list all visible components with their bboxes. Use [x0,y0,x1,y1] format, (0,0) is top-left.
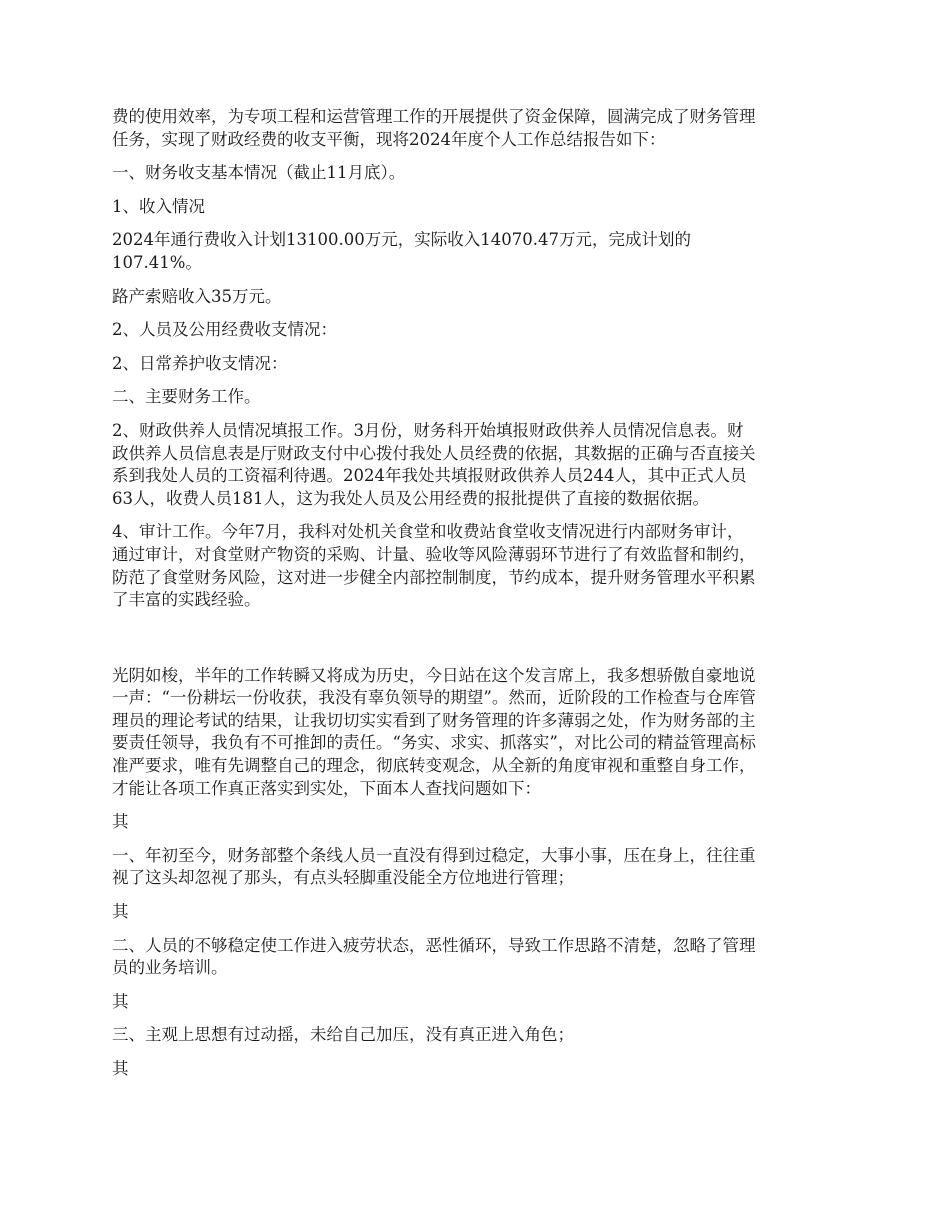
text-line: 4、审计工作。今年7月，我科对处机关食堂和收费站食堂收支情况进行内部财务审计， [112,522,744,542]
text-line: 通过审计，对食堂财产物资的采购、计量、验收等风险薄弱环节进行了有效监督和制约， [112,544,756,564]
section-1-paragraph [112,162,842,185]
section-1-paragraph [112,521,842,611]
text-line: 其 [112,1059,129,1078]
text-line: 三、主观上思想有过动摇，未给自己加压，没有真正进入角色； [112,1025,574,1045]
text-line: 要责任领导，我负有不可推卸的责任。“务实、求实、抓落实”，对比公司的精益管理高标 [112,733,756,753]
text-line: 63人，收费人员181人，这为我处人员及公用经费的报批提供了直接的数据依据。 [112,488,709,508]
text-line: 二、主要财务工作。 [112,387,261,407]
text-line: 理员的理论考试的结果，让我切切实实看到了财务管理的许多薄弱之处，作为财务部的主 [112,710,756,730]
text-line: 其 [112,991,129,1011]
text-line: 其 [112,812,129,832]
section-1-paragraph [112,106,842,151]
text-line: 光阴如梭，半年的工作转瞬又将成为历史，今日站在这个发言席上，我多想骄傲自豪地说 [112,665,756,685]
section-2-paragraph [112,665,842,801]
text-line: 1、收入情况 [112,196,205,216]
text-line: 一、年初至今，财务部整个条线人员一直没有得到过稳定，大事小事，压在身上，往往重 [112,845,756,865]
section-1-paragraph [112,386,842,409]
text-line: 才能让各项工作真正落实到实处，下面本人查找问题如下： [112,778,541,798]
section-1-paragraph [112,286,842,309]
document-page [112,106,842,1092]
text-line: 107.41%。 [112,252,202,272]
text-line: 员的业务培训。 [112,958,228,978]
text-line: 2、日常养护收支情况： [112,353,288,373]
section-2-paragraph [112,991,842,1014]
text-line: 路产索赔收入35万元。 [112,286,282,306]
text-line: 其 [112,902,129,922]
section-1-paragraph [112,420,842,510]
section-2-paragraph [112,901,842,924]
section-2-paragraph [112,1058,842,1081]
text-line: 一、财务收支基本情况（截止11月底）。 [112,163,406,183]
section-1-paragraph [112,353,842,376]
section-2-paragraph [112,935,842,980]
text-line: 系到我处人员的工资福利待遇。2024年我处共填报财政供养人员244人，其中正式人员 [112,466,747,486]
text-line: 准严要求，唯有先调整自己的理念，彻底转变观念，从全新的角度审视和重整自身工作， [112,756,756,776]
text-line: 政供养人员信息表是厅财政支付中心拨付我处人员经费的依据，其数据的正确与否直接关 [112,443,756,463]
section-2-paragraph [112,811,842,834]
text-line: 二、人员的不够稳定使工作进入疲劳状态，恶性循环，导致工作思路不清楚，忽略了管理 [112,935,756,955]
text-line: 2、财政供养人员情况填报工作。3月份，财务科开始填报财政供养人员情况信息表。财 [112,420,744,440]
text-line: 了丰富的实践经验。 [112,590,261,610]
text-line: 视了这头却忽视了那头，有点头轻脚重没能全方位地进行管理； [112,868,574,888]
text-line: 2、人员及公用经费收支情况： [112,320,337,340]
section-1-paragraph [112,229,842,274]
section-gap [112,623,842,665]
section-2-paragraph [112,845,842,890]
text-line: 2024年通行费收入计划13100.00万元，实际收入14070.47万元，完成计划的 [112,230,691,250]
text-line: 费的使用效率，为专项工程和运营管理工作的开展提供了资金保障，圆满完成了财务管理 [112,107,756,126]
text-line: 一声：“一份耕坛一份收获，我没有辜负领导的期望”。然而，近阶段的工作检查与仓库管 [112,688,756,708]
document-section-2 [112,665,842,1081]
section-2-paragraph [112,1024,842,1047]
text-line: 防范了食堂财务风险，这对进一步健全内部控制制度，节约成本，提升财务管理水平积累 [112,567,756,587]
section-1-paragraph [112,196,842,219]
section-1-paragraph [112,319,842,342]
text-line: 任务，实现了财政经费的收支平衡，现将2024年度个人工作总结报告如下： [112,129,666,149]
document-section-1 [112,106,842,612]
